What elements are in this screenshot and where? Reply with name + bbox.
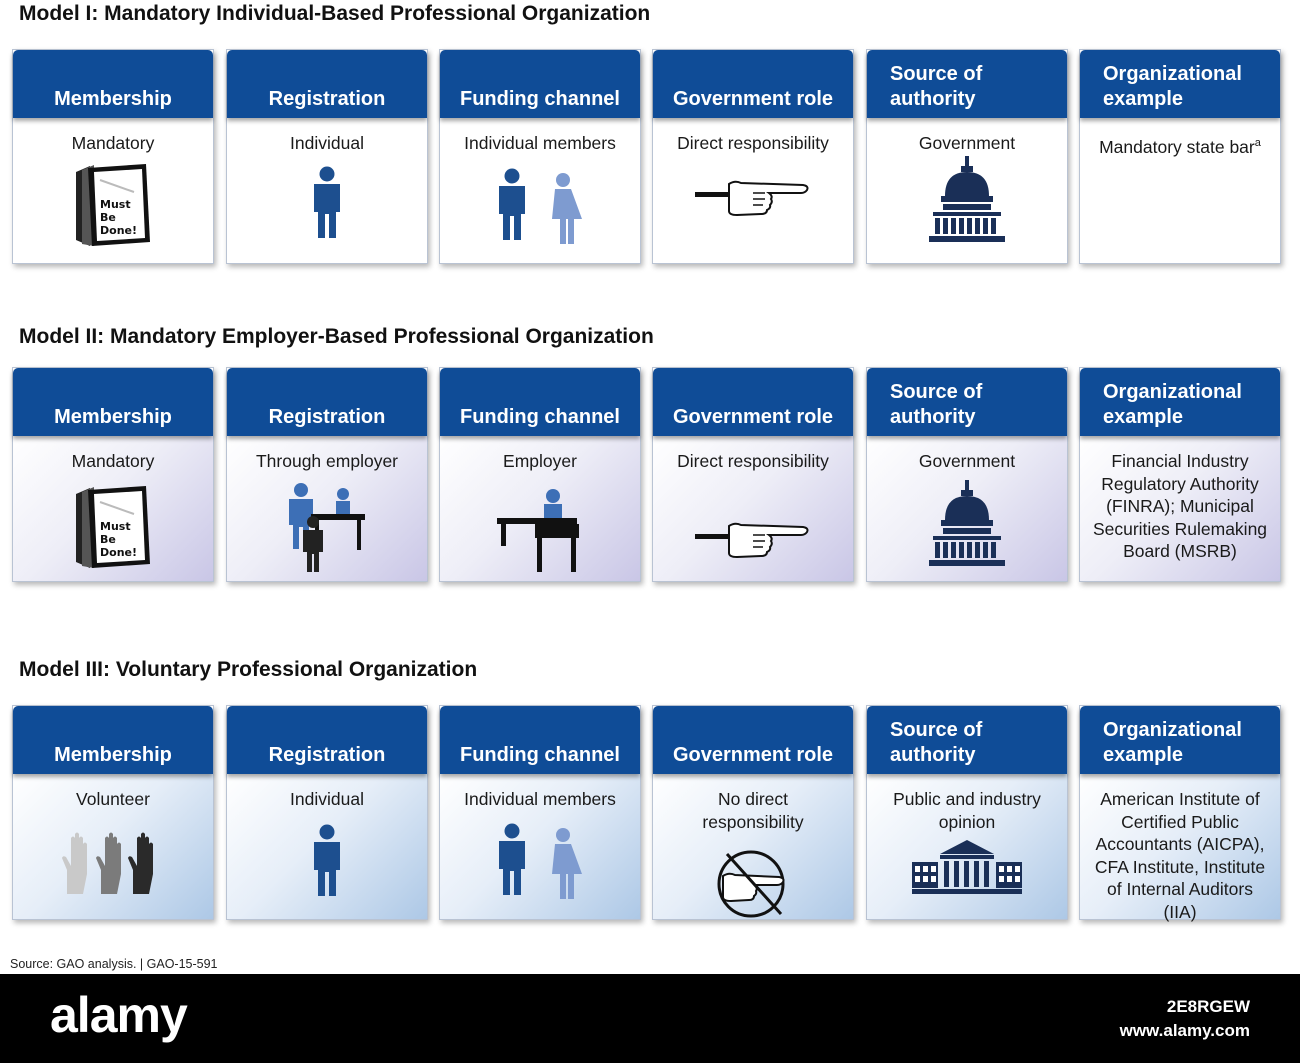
card-value: Employer bbox=[503, 451, 577, 471]
card-value: Individual bbox=[290, 133, 364, 153]
pointing-hand-icon bbox=[695, 518, 811, 558]
card-header: Organizational example bbox=[1103, 381, 1242, 428]
card-value: American Institute of Certified Public Accountants (AICPA), CFA Institute, Institute of Internal Auditors (IIA) bbox=[1094, 789, 1266, 922]
alamy-logo: alamy bbox=[50, 987, 187, 1043]
card-value: Direct responsibility bbox=[677, 451, 829, 471]
source-note: Source: GAO analysis. | GAO-15-591 bbox=[10, 957, 218, 971]
card-value: Government bbox=[918, 133, 1016, 153]
man-and-woman-icon bbox=[495, 168, 585, 246]
no-pointing-hand-icon bbox=[713, 846, 793, 918]
model-1-funding-card bbox=[439, 49, 641, 264]
model-3-membership-card bbox=[12, 705, 214, 920]
card-header: Funding channel bbox=[460, 406, 620, 428]
card-header: Organizational example bbox=[1103, 63, 1242, 110]
model-1-membership-card bbox=[12, 49, 214, 264]
man-and-woman-icon bbox=[495, 823, 585, 901]
clipboard-line-1: Must bbox=[100, 198, 131, 211]
clipboard-line-1: Must bbox=[100, 520, 131, 533]
card-header: Funding channel bbox=[460, 744, 620, 766]
people-at-desk-icon bbox=[285, 482, 369, 574]
model-1-title: Model I: Mandatory Individual-Based Professional Organization bbox=[19, 2, 651, 25]
clipboard-line-2: Be bbox=[100, 533, 116, 546]
must-be-done-clipboard-icon bbox=[68, 484, 158, 572]
card-header: Source of authority bbox=[890, 719, 983, 766]
model-2-government-role-card bbox=[652, 367, 854, 582]
person-icon bbox=[310, 166, 344, 240]
person-icon bbox=[310, 824, 344, 898]
card-value: Individual members bbox=[464, 789, 616, 809]
capitol-building-icon bbox=[929, 480, 1005, 568]
capitol-building-icon bbox=[929, 156, 1005, 244]
card-value: Public and industry opinion bbox=[893, 789, 1041, 832]
model-3-authority-card bbox=[866, 705, 1068, 920]
card-header: Membership bbox=[54, 744, 172, 766]
clipboard-line-3: Done! bbox=[100, 224, 137, 237]
card-value: Mandatory bbox=[71, 133, 155, 153]
model-2-example-card bbox=[1079, 367, 1281, 582]
pointing-hand-icon bbox=[695, 176, 811, 216]
model-2-title: Model II: Mandatory Employer-Based Professional Organization bbox=[19, 325, 654, 348]
institution-building-icon bbox=[912, 840, 1022, 898]
raised-hands-icon bbox=[61, 830, 165, 896]
card-header: Source of authority bbox=[890, 63, 983, 110]
model-1-government-role-card bbox=[652, 49, 854, 264]
card-header: Government role bbox=[672, 88, 834, 110]
footnote-marker: a bbox=[1254, 137, 1261, 149]
clipboard-line-2: Be bbox=[100, 211, 116, 224]
image-credit bbox=[1120, 995, 1250, 1043]
model-2-authority-card bbox=[866, 367, 1068, 582]
watermark-band bbox=[0, 974, 1300, 1063]
card-header: Organizational example bbox=[1103, 719, 1242, 766]
card-value: Mandatory bbox=[71, 451, 155, 471]
model-2-membership-card bbox=[12, 367, 214, 582]
card-value: Individual members bbox=[464, 133, 616, 153]
card-header: Source of authority bbox=[890, 381, 983, 428]
model-3-funding-card bbox=[439, 705, 641, 920]
clipboard-line-3: Done! bbox=[100, 546, 137, 559]
must-be-done-clipboard-icon bbox=[68, 162, 158, 250]
model-3-government-role-card bbox=[652, 705, 854, 920]
model-3-registration-card bbox=[226, 705, 428, 920]
model-1-example-card bbox=[1079, 49, 1281, 264]
card-value: Financial Industry Regulatory Authority (FINRA); Municipal Securities Rulemaking Board (MSRB) bbox=[1092, 451, 1268, 561]
card-value: Volunteer bbox=[76, 789, 150, 809]
model-2-funding-card bbox=[439, 367, 641, 582]
card-value: No direct responsibility bbox=[702, 789, 804, 832]
card-header: Membership bbox=[54, 88, 172, 110]
card-header: Registration bbox=[268, 744, 386, 766]
model-2-registration-card bbox=[226, 367, 428, 582]
card-value: Individual bbox=[290, 789, 364, 809]
image-id: 2E8RGEW bbox=[1166, 997, 1250, 1016]
model-1-authority-card bbox=[866, 49, 1068, 264]
card-header: Membership bbox=[54, 406, 172, 428]
card-value: Through employer bbox=[255, 451, 399, 471]
card-value-text: Mandatory state bar bbox=[1099, 136, 1255, 157]
model-3-title: Model III: Voluntary Professional Organization bbox=[19, 658, 478, 681]
card-header: Government role bbox=[672, 744, 834, 766]
card-value: Direct responsibility bbox=[677, 133, 829, 153]
card-header: Government role bbox=[672, 406, 834, 428]
card-value bbox=[1084, 132, 1276, 158]
card-header: Registration bbox=[268, 88, 386, 110]
model-3-example-card bbox=[1079, 705, 1281, 920]
worker-at-desk-icon bbox=[495, 488, 585, 574]
card-value: Government bbox=[918, 451, 1016, 471]
model-1-registration-card bbox=[226, 49, 428, 264]
image-url: www.alamy.com bbox=[1119, 1021, 1250, 1040]
card-header: Registration bbox=[268, 406, 386, 428]
card-header: Funding channel bbox=[460, 88, 620, 110]
